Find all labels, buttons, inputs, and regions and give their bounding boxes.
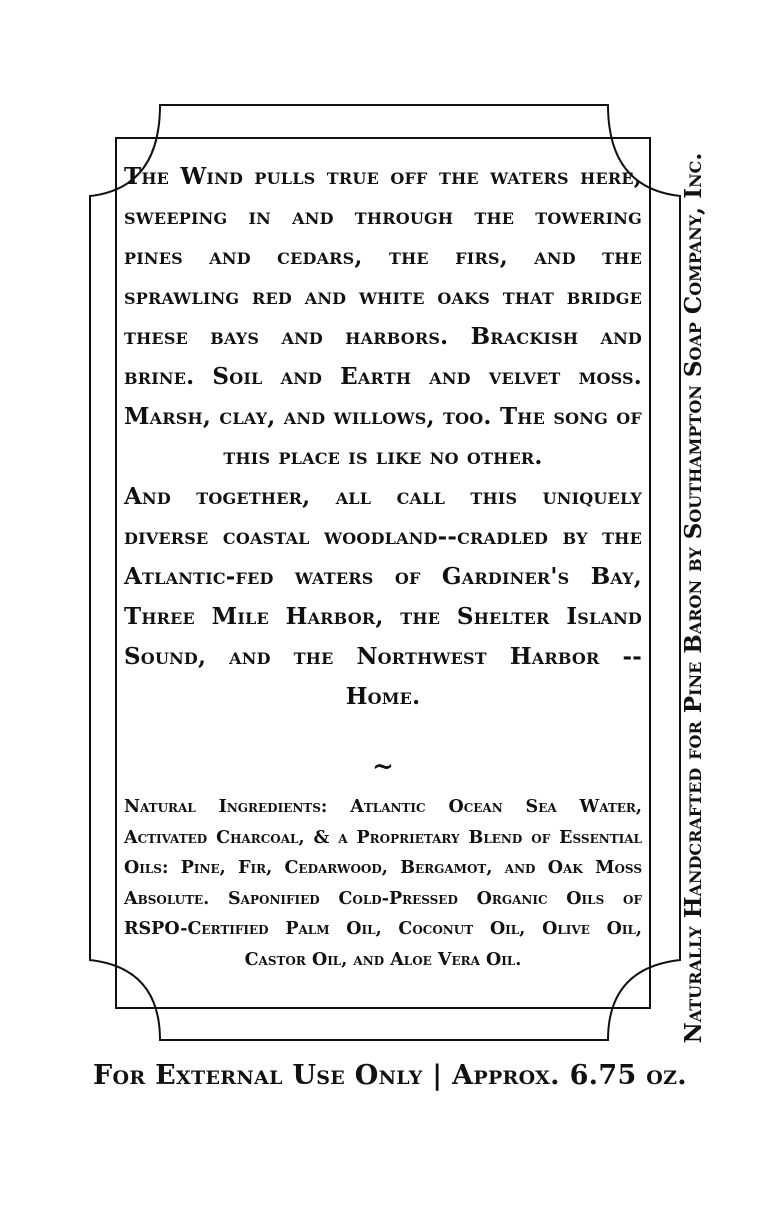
story-paragraph-2: And together, all call this uniquely diverse coastal woodland--cradled by the Atlantic-fed waters of Gardiner's Bay, Three Mile Harbor, the Shelter Island Sound, and the Northwest Harbor -- Home. bbox=[124, 483, 642, 710]
ingredients-text: Natural Ingredients: Atlantic Ocean Sea Water, Activated Charcoal, & a Proprietary Blend of Essential Oils: Pine, Fir, Cedarwood, Bergamot, and Oak Moss Absolute. Saponified Cold-Pressed Organic Oils of RSPO-Certified Palm Oil, Coconut Oil, Olive Oil, Castor Oil, and Aloe Vera Oil. bbox=[124, 797, 642, 970]
tilde-divider: ~ bbox=[372, 752, 394, 782]
story-text bbox=[124, 157, 642, 717]
usage-and-weight: For External Use Only | Approx. 6.75 oz. bbox=[93, 1060, 687, 1091]
maker-credit-vertical: Naturally Handcrafted for Pine Baron by Southampton Soap Company, Inc. bbox=[680, 152, 707, 1044]
story-paragraph-1: The Wind pulls true off the waters here, sweeping in and through the towering pines and cedars, the firs, and the sprawling red and white oaks that bridge these bays and harbors. Brackish and brine. Soil and Earth and velvet moss. Marsh, clay, and willows, too. The song of this place is like no other. bbox=[124, 163, 642, 470]
